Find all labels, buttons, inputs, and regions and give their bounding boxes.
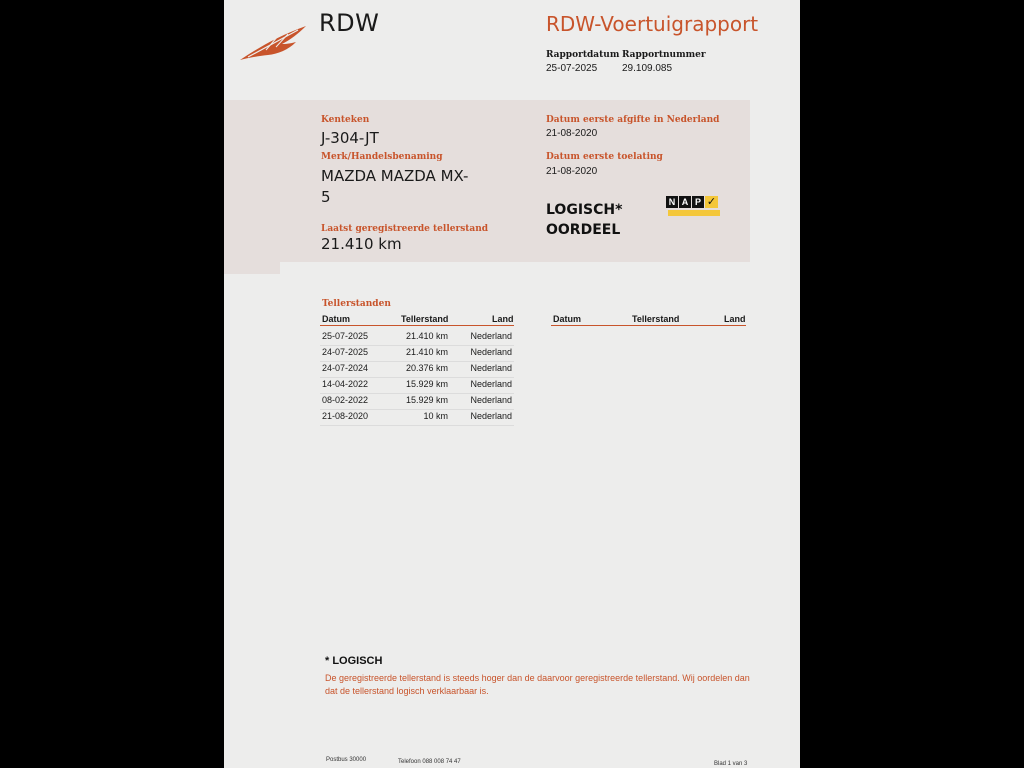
verdict-line2: OORDEEL — [546, 222, 621, 238]
col-land-right: Land — [724, 314, 746, 324]
report-number: 29.109.085 — [622, 63, 673, 74]
row-divider — [320, 377, 514, 378]
row-reading: 21.410 km — [405, 331, 448, 341]
report-date: 25-07-2025 — [546, 63, 598, 74]
footnote-line2: dat de tellerstand logisch verklaarbaar is. — [325, 686, 489, 696]
footer-page-number: Blad 1 van 3 — [714, 761, 748, 767]
row-date: 24-07-2024 — [322, 363, 369, 373]
row-reading: 15.929 km — [405, 379, 448, 389]
table-row — [322, 347, 514, 363]
row-reading: 20.376 km — [405, 363, 448, 373]
table-row — [322, 363, 514, 379]
row-date: 24-07-2025 — [322, 347, 369, 357]
row-divider — [320, 409, 514, 410]
row-date: 14-04-2022 — [322, 379, 369, 389]
make-value-line1: MAZDA MAZDA MX- — [321, 167, 469, 185]
odometer-value: 21.410 km — [321, 235, 402, 253]
footer-postbus: Postbus 30000 — [326, 757, 367, 763]
row-date: 21-08-2020 — [322, 411, 369, 421]
table-row — [322, 395, 514, 411]
row-country: Nederland — [470, 411, 512, 421]
footnote-title: * LOGISCH — [325, 655, 383, 667]
first-issue-nl-label: Datum eerste afgifte in Nederland — [546, 115, 720, 125]
footnote-line1: De geregistreerde tellerstand is steeds hoger dan de daarvoor geregistreerde tellerstand. Wij oordelen dan — [325, 673, 750, 683]
row-date: 08-02-2022 — [322, 395, 369, 405]
col-tellerstand: Tellerstand — [401, 314, 449, 324]
rdw-feather-logo-icon — [238, 22, 308, 62]
table-row — [322, 411, 514, 427]
readings-table-body — [322, 331, 514, 427]
row-country: Nederland — [470, 347, 512, 357]
brand-name: RDW — [319, 9, 380, 37]
table-row — [322, 379, 514, 395]
nap-letter-a: A — [679, 196, 691, 208]
row-country: Nederland — [470, 331, 512, 341]
row-divider — [320, 393, 514, 394]
row-reading: 21.410 km — [405, 347, 448, 357]
first-admission-label: Datum eerste toelating — [546, 152, 663, 162]
header-rule — [320, 325, 514, 326]
verdict-text — [546, 200, 622, 240]
plate-value: J-304-JT — [321, 129, 379, 147]
row-reading: 15.929 km — [405, 395, 448, 405]
nap-letter-p: P — [692, 196, 704, 208]
footnote-text — [325, 672, 755, 698]
nap-letter-n: N — [666, 196, 678, 208]
col-datum: Datum — [322, 314, 351, 324]
table-row — [322, 331, 514, 347]
row-divider — [320, 361, 514, 362]
col-datum-right: Datum — [553, 314, 582, 324]
panel-tab — [224, 262, 280, 274]
nap-logo-bar — [668, 210, 720, 216]
plate-label: Kenteken — [321, 115, 370, 125]
row-reading: 10 km — [423, 411, 448, 421]
row-divider — [320, 345, 514, 346]
first-admission-value: 21-08-2020 — [546, 166, 598, 177]
report-number-label: Rapportnummer — [622, 50, 706, 60]
report-title: RDW-Voertuigrapport — [546, 12, 759, 36]
report-page — [224, 0, 800, 768]
col-land: Land — [492, 314, 514, 324]
col-tellerstand-right: Tellerstand — [632, 314, 680, 324]
row-country: Nederland — [470, 379, 512, 389]
row-divider — [320, 425, 514, 426]
footer-telefoon: Telefoon 088 008 74 47 — [398, 759, 461, 765]
header-rule-right — [551, 325, 746, 326]
row-date: 25-07-2025 — [322, 331, 369, 341]
readings-title: Tellerstanden — [322, 299, 391, 309]
make-value-line2: 5 — [321, 188, 331, 206]
nap-check-icon: ✓ — [706, 196, 717, 208]
odometer-label: Laatst geregistreerde tellerstand — [321, 224, 489, 234]
report-date-label: Rapportdatum — [546, 50, 620, 60]
row-country: Nederland — [470, 395, 512, 405]
verdict-line1: LOGISCH* — [546, 202, 623, 218]
first-issue-nl-value: 21-08-2020 — [546, 128, 598, 139]
make-label: Merk/Handelsbenaming — [321, 152, 443, 162]
row-country: Nederland — [470, 363, 512, 373]
